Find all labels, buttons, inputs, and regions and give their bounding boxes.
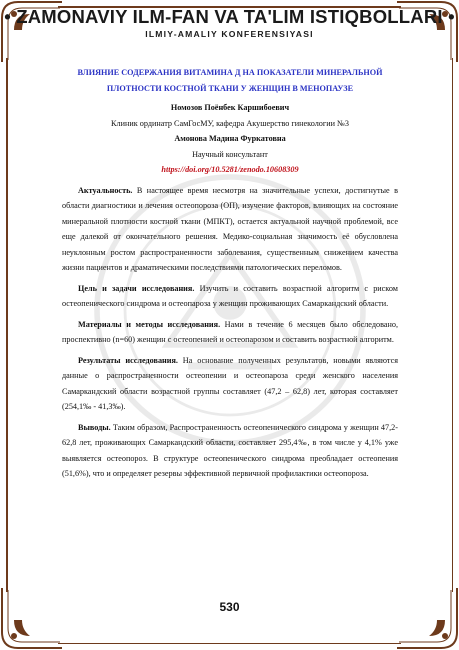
journal-title: • ZAMONAVIY ILM-FAN VA TA'LIM ISTIQBOLLARI • [4,6,455,27]
section-paragraph [62,183,398,276]
section-text: Таким образом, Распространенность остеопенического синдрома у женщин 47,2-62,8 лет, проживающих Самаркандский области, составляет 295,4‰, в том числе у 4,1% уже выявляется остеопороз. В структуре остеопенического синдрома преобладает остеопения (51,6%), что и определяет резервы эффективной первичной профилактики остеопороза. [62,422,398,478]
page-number: 530 [219,600,240,614]
section-heading: Результаты исследования. [78,355,178,365]
journal-subtitle: ILMIY-AMALIY KONFERENSIYASI [145,29,314,39]
article-title [62,65,398,97]
journal-header [0,6,459,39]
corner-ornament-icon [395,586,459,650]
corner-ornament-icon [0,586,64,650]
section-paragraph [62,420,398,482]
frame-line-left [6,58,8,592]
section-text: Изучить и составить возрастной алгоритм с риском остеопенического синдрома и остеопароза у женщин проживающих Самаркандский области. [62,283,398,308]
article-title-line: ВЛИЯНИЕ СОДЕРЖАНИЯ ВИТАМИНА Д НА ПОКАЗАТЕЛИ МИНЕРАЛЬНОЙ [77,68,383,77]
section-heading: Актуальность. [78,185,133,195]
section-paragraph [62,281,398,312]
section-paragraph [62,317,398,348]
section-heading: Материалы и методы исследования. [78,319,221,329]
section-text: Нами в течение 6 месяцев было обследовано, проспективно (n=60) женщин с остеопенией и остеопарозом и составить возрастной алгоритм. [62,319,398,344]
section-heading: Выводы. [78,422,111,432]
author-role: Научный консультант [192,149,268,159]
doi-link[interactable]: https://doi.org/10.5281/zenodo.10608309 [161,165,299,174]
author-name: Амонова Мадина Фуркатовна [174,134,286,143]
article-body [62,65,398,482]
article-title-line: ПЛОТНОСТИ КОСТНОЙ ТКАНИ У ЖЕНЩИН В МЕНОПАУЗЕ [106,84,354,93]
author-name: Номозов Поёнбек Каршибоевич [170,103,290,112]
section-text: В настоящее время несмотря на значительные успехи, достигнутые в области диагностики и лечения остеопороза (ОП), изучение факторов, влияющих на состояние минеральной плотности костной ткани (МПКТ), остается актуальной научной проблемой, все еще далекой от окончательного решения. Медико-социальная значимость её обусловлена неуклонным ростом распространенности заболевания, существенным снижением качества жизни пациентов и драматическими последствиями патологических переломов. [62,185,398,272]
section-paragraph [62,353,398,415]
frame-line-right [452,58,454,592]
frame-line-bottom [58,643,401,645]
section-text: На основание полученных результатов, новыми являются данные о распространенности остеопении и остеопароза среди женского населения Самаркандский области возрастной группы составляет (47,2 – 62,8) лет, которая составляет (254,1‰ - 41,3‰). [62,355,398,411]
author-affiliation: Клиник ординатр СамГосМУ, кафедра Акушерство гинекологии №3 [111,118,349,128]
section-heading: Цель и задачи исследования. [78,283,195,293]
